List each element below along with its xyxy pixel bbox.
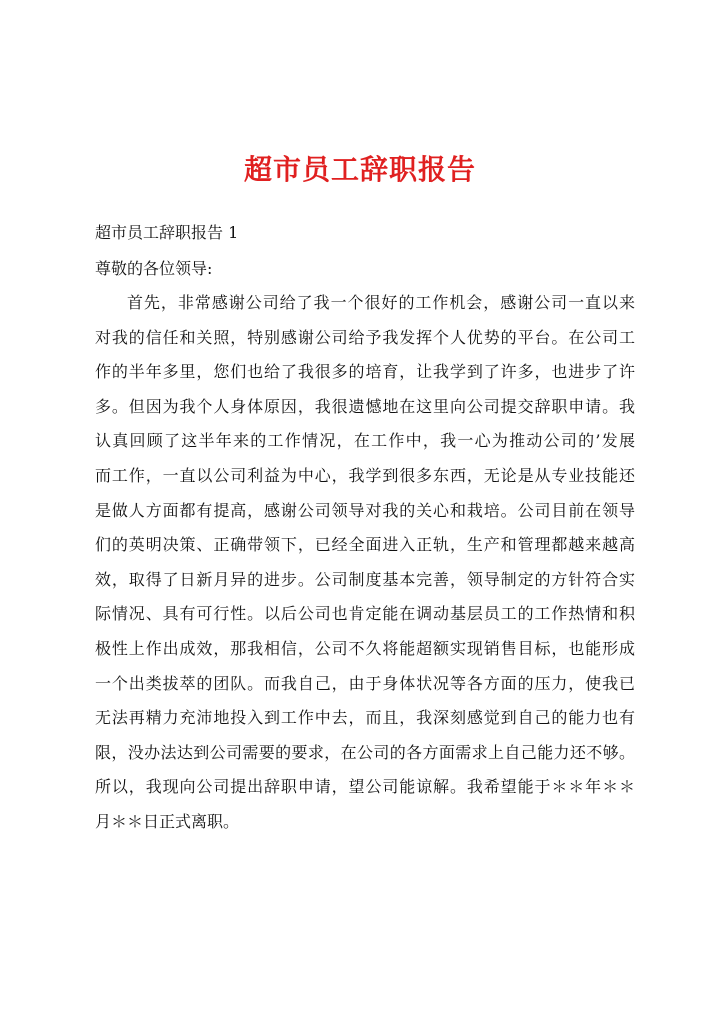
document-subtitle: 超市员工辞职报告 1 bbox=[95, 223, 239, 242]
body-line: 月＊＊日正式离职。 bbox=[95, 811, 240, 831]
body-line: 是做人方面都有提高，感谢公司领导对我的关心和栽培。公司目前在领导 bbox=[95, 500, 635, 520]
body-paragraph bbox=[95, 286, 635, 840]
body-line: 认真回顾了这半年来的工作情况，在工作中，我一心为推动公司的’发展 bbox=[95, 431, 635, 451]
body-line: 无法再精力充沛地投入到工作中去，而且，我深刻感觉到自己的能力也有 bbox=[95, 708, 635, 728]
body-line: 多。但因为我个人身体原因，我很遗憾地在这里向公司提交辞职申请。我 bbox=[95, 396, 635, 416]
body-line: 极性上作出成效，那我相信，公司不久将能超额实现销售目标，也能形成 bbox=[95, 638, 635, 658]
body-line: 对我的信任和关照，特别感谢公司给予我发挥个人优势的平台。在公司工 bbox=[95, 327, 635, 347]
body-line: 际情况、具有可行性。以后公司也肯定能在调动基层员工的工作热情和积 bbox=[95, 604, 635, 624]
body-line: 作的半年多里，您们也给了我很多的培育，让我学到了许多，也进步了许 bbox=[95, 362, 635, 382]
body-line: 限，没办法达到公司需要的要求，在公司的各方面需求上自己能力还不够。 bbox=[95, 742, 635, 762]
body-line: 们的英明决策、正确带领下，已经全面进入正轨，生产和管理都越来越高 bbox=[95, 535, 635, 555]
document-title: 超市员工辞职报告 bbox=[243, 153, 476, 186]
body-line: 效，取得了日新月异的进步。公司制度基本完善，领导制定的方针符合实 bbox=[95, 569, 635, 589]
body-line: 而工作，一直以公司利益为中心，我学到很多东西，无论是从专业技能还 bbox=[95, 465, 635, 485]
body-line: 一个出类拔萃的团队。而我自己，由于身体状况等各方面的压力，使我已 bbox=[95, 673, 635, 693]
salutation: 尊敬的各位领导: bbox=[95, 259, 213, 278]
body-line: 首先，非常感谢公司给了我一个很好的工作机会，感谢公司一直以来 bbox=[127, 293, 635, 312]
body-line: 所以，我现向公司提出辞职申请，望公司能谅解。我希望能于＊＊年＊＊ bbox=[95, 777, 635, 797]
